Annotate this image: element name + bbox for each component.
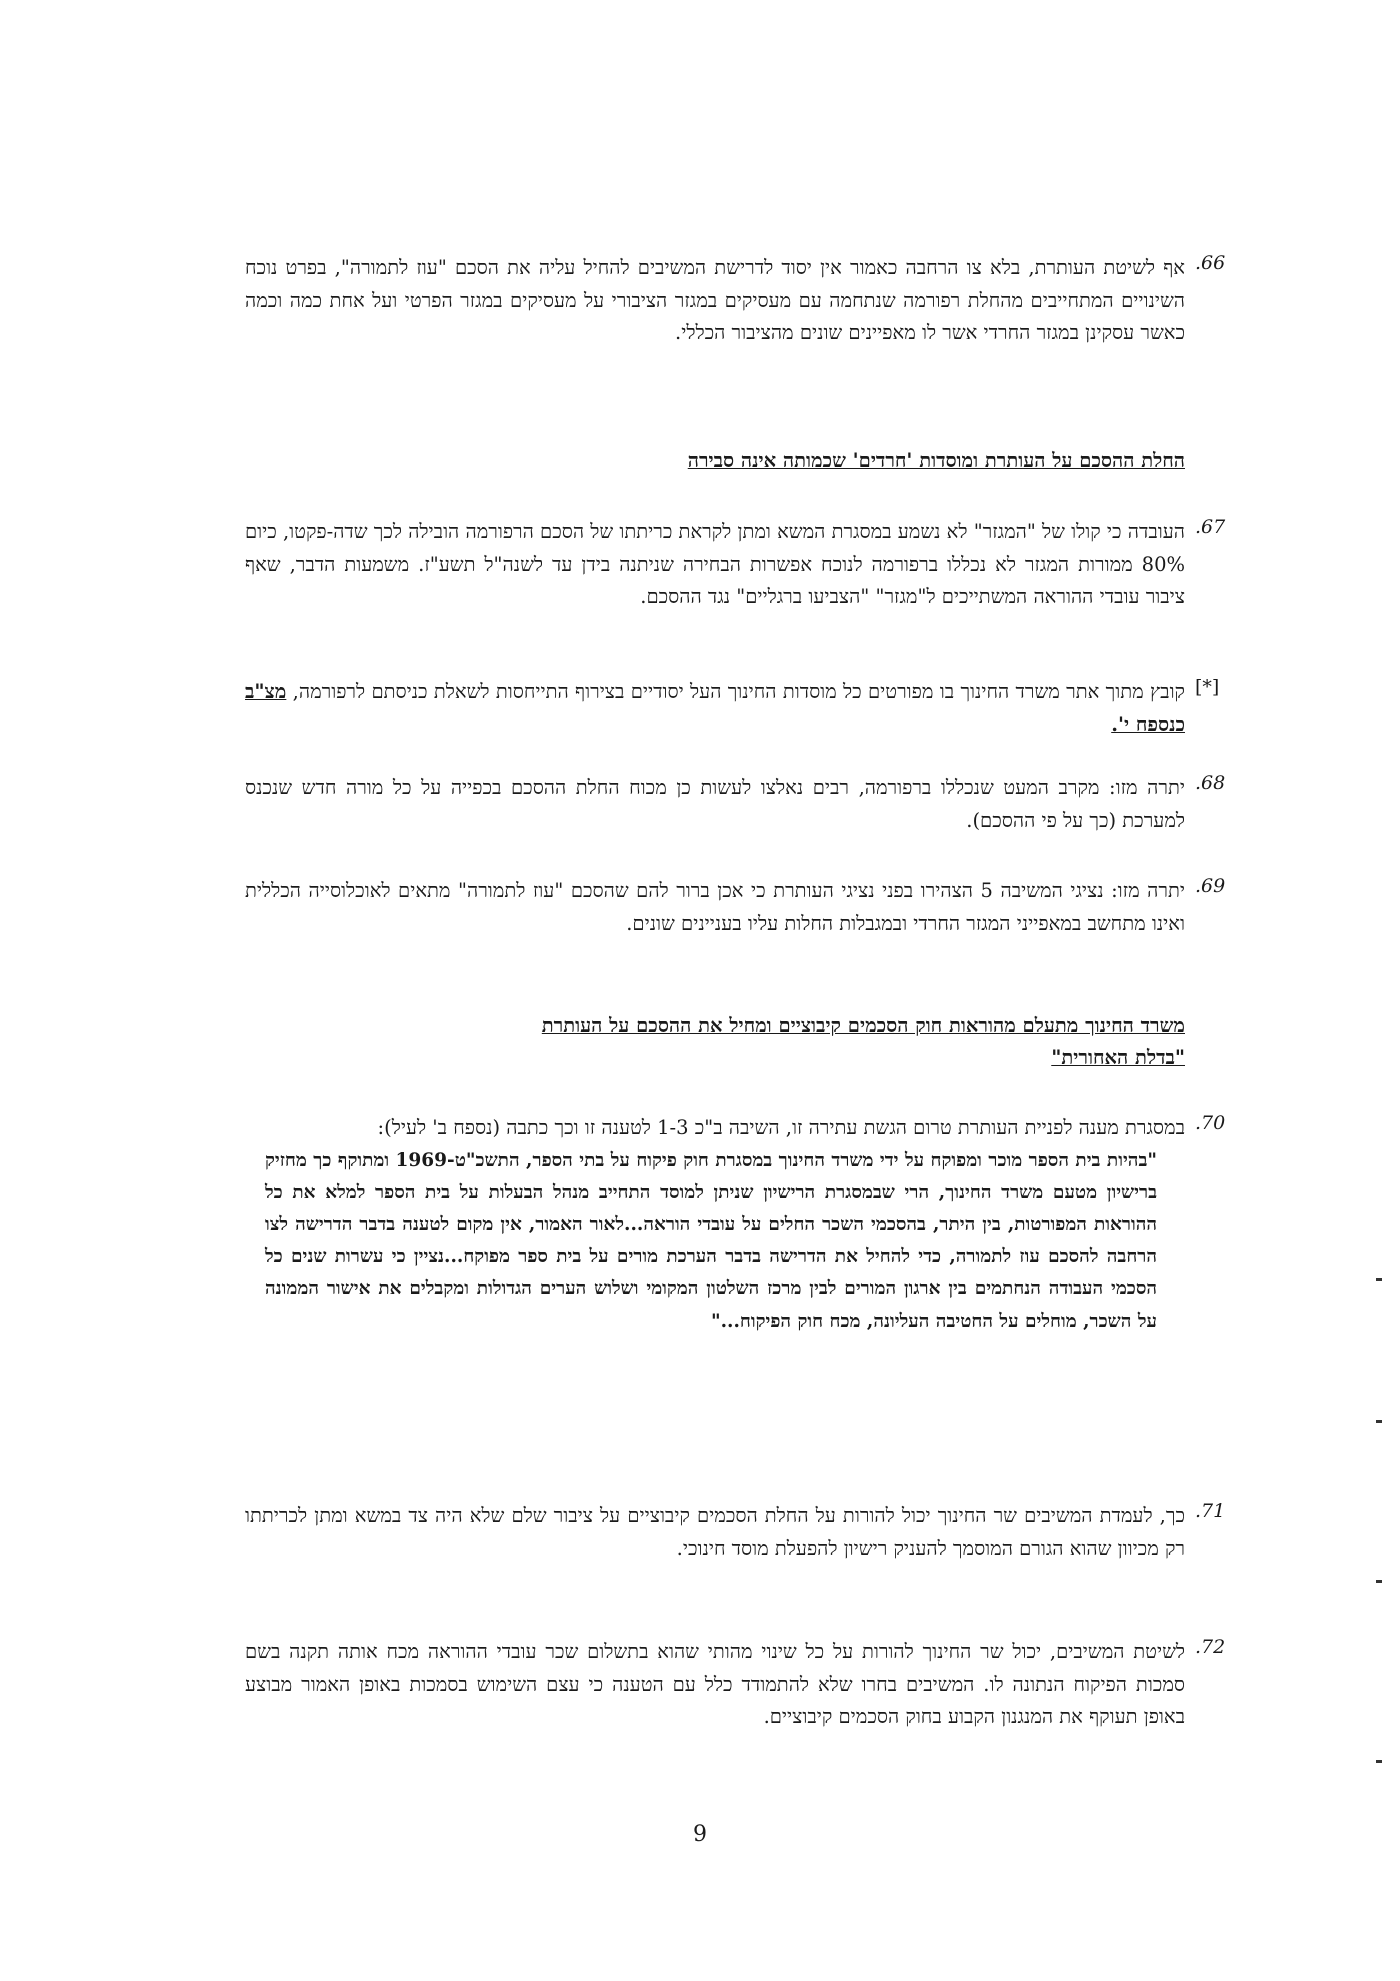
block-quote: "בהיות בית הספר מוכר ומפוקח על ידי משרד החינוך במסגרת חוק פיקוח על בתי הספר, התשכ"ט-1969 ומתוקף כך מחזיק ברישיון מטעם משרד החינוך, הרי שבמסגרת הרישיון שניתן למוסד התחייב מנהל הבעלות על בית הספר למלא את כל ההוראות המפורטות, בין היתר, בהסכמי השכר החלים על עובדי הוראה...לאור האמור, אין מקום לטענה בדבר הדרישה לצו הרחבה להסכם עוז לתמורה, כדי להחיל את הדרישה בדבר הערכת מורים על בית ספר מפוקח...נציין כי עשרות שנים כל הסכמי העבודה הנחתמים בין ארגון המורים לבין מרכז השלטון המקומי ושלוש הערים הגדולות ומקבלים את אישור הממונה על השכר, מוחלים על החטיבה העליונה, מכח חוק הפיקוח...": [265, 1149, 1157, 1332]
paragraph-68: [245, 772, 1226, 837]
paragraph-number: .69: [1195, 875, 1226, 897]
page-number: 9: [693, 1822, 707, 1847]
note-mark: [*]: [1195, 676, 1220, 698]
heading-line-2: "בדלת האחורית": [1051, 1046, 1185, 1069]
paragraph-72: [245, 1636, 1226, 1734]
paragraph-66: [245, 252, 1226, 350]
paragraph-67: [244, 516, 1226, 614]
paragraph-70: [245, 1112, 1226, 1338]
paragraph-text: יתרה מזו: נציגי המשיבה 5 הצהירו בפני נציגי העותרת כי אכן ברור להם שהסכם "עוז לתמורה" מתאים לאוכלוסייה הכללית ואינו מתחשב במאפייני המגזר החרדי ובמגבלות החלות עליו בעניינים שונים.: [245, 879, 1185, 935]
scan-mark: [1376, 1420, 1382, 1423]
paragraph-69: [245, 875, 1226, 940]
paragraph-number: .66: [1195, 252, 1226, 274]
paragraph-number: .68: [1195, 772, 1226, 794]
paragraph-number: .67: [1195, 516, 1226, 538]
paragraph-text: לשיטת המשיבים, יכול שר החינוך להורות על כל שינוי מהותי שהוא בתשלום שכר עובדי ההוראה מכח אותה תקנה בשם סמכות הפיקוח הנתונה לו. המשיבים בחרו שלא להתמודד כלל עם הטענה כי עצם השימוש בסמכות באופן האמור מבוצע באופן תעוקף את המנגנון הקבוע בחוק הסכמים קיבוציים.: [245, 1640, 1185, 1728]
footnote-note: [245, 676, 1220, 741]
paragraph-71: [245, 1500, 1226, 1565]
heading-line-1: משרד החינוך מתעלם מהוראות חוק הסכמים קיבוציים ומחיל את ההסכם על העותרת: [541, 1014, 1185, 1037]
section-heading: החלת ההסכם על העותרת ומוסדות 'חרדים' שכמותה אינה סבירה: [687, 449, 1185, 472]
paragraph-text: העובדה כי קולו של "המגזר" לא נשמע במסגרת המשא ומתן לקראת כריתתו של הסכם הרפורמה הובילה לכך שדה-פקטו, כיום 80% ממורות המגזר לא נכללו ברפורמה לנוכח אפשרות הבחירה שניתנה בידן עד לשנה"ל תשע"ז. משמעות הדבר, שאף ציבור עובדי ההוראה המשתייכים ל"מגזר" "הצביעו ברגליים" נגד ההסכם.: [244, 520, 1185, 608]
scan-mark: [1376, 1760, 1382, 1763]
note-attachment-ref: מצ"ב כנספח י'.: [245, 680, 1185, 736]
paragraph-number: .70: [1195, 1112, 1226, 1134]
paragraph-number: .72: [1195, 1636, 1226, 1658]
note-text: [245, 676, 1185, 741]
paragraph-text: כך, לעמדת המשיבים שר החינוך יכול להורות על החלת הסכמים קיבוציים על ציבור שלם שלא היה צד במשא ומתן לכריתתו רק מכיוון שהוא הגורם המוסמך להעניק רישיון להפעלת מוסד חינוכי.: [245, 1504, 1185, 1560]
paragraph-text: במסגרת מענה לפניית העותרת טרום הגשת עתירה זו, השיבה ב"כ 1-3 לטענה זו וכך כתבה (נספח ב' לעיל):: [377, 1116, 1185, 1139]
scan-mark: [1376, 1278, 1382, 1281]
section-heading-2: [245, 1010, 1185, 1074]
scan-mark: [1376, 1580, 1382, 1583]
paragraph-text: יתרה מזו: מקרב המעט שנכללו ברפורמה, רבים נאלצו לעשות כן מכוח החלת ההסכם בכפייה על כל מורה חדש שנכנס למערכת (כך על פי ההסכם).: [245, 776, 1185, 832]
paragraph-number: .71: [1195, 1500, 1226, 1522]
paragraph-text: אף לשיטת העותרת, בלא צו הרחבה כאמור אין יסוד לדרישת המשיבים להחיל עליה את הסכם "עוז לתמורה", בפרט נוכח השינויים המתחייבים מהחלת רפורמה שנתחמה עם מעסיקים במגזר הציבורי על מעסיקים במגזר הפרטי ועל אחת כמה וכמה כאשר עסקינן במגזר החרדי אשר לו מאפיינים שונים מהציבור הכללי.: [245, 256, 1185, 344]
note-text-main: קובץ מתוך אתר משרד החינוך בו מפורטים כל מוסדות החינוך העל יסודיים בצירוף התייחסות לשאלת כניסתם לרפורמה,: [286, 680, 1185, 703]
